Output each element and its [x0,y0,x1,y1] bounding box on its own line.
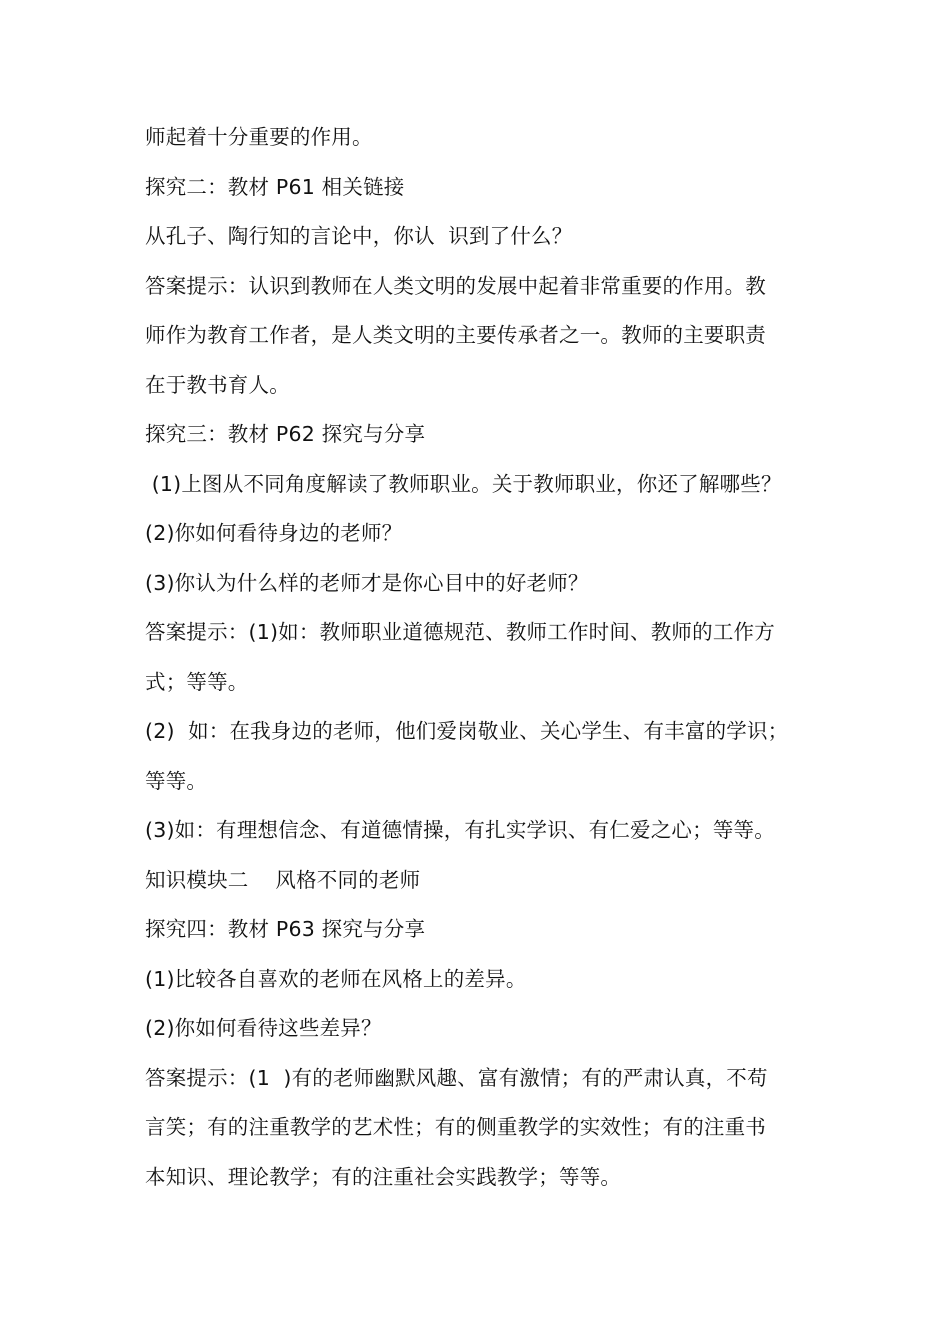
answer-line: 答案提示：认识到教师在人类文明的发展中起着非常重要的作用。教 [145,273,766,298]
question-line: (2)你如何看待身边的老师？ [145,521,403,545]
question-line: (2)你如何看待这些差异？ [145,1016,382,1040]
answer-line: 师作为教育工作者，是人类文明的主要传承者之一。教师的主要职责 [145,323,766,347]
text-line: 师起着十分重要的作用。 [145,125,373,149]
question-line: (1)比较各自喜欢的老师在风格上的差异。 [145,966,527,991]
answer-line: (2) 如：在我身边的老师，他们爱岗敬业、关心学生、有丰富的学识； [145,719,789,743]
question-line: (1)上图从不同角度解读了教师职业。关于教师职业，你还了解哪些？ [145,471,782,496]
answer-line: 式；等等。 [145,669,249,694]
answer-line: (3)如：有理想信念、有道德情操，有扎实学识、有仁爱之心；等等。 [145,818,775,842]
section-heading: 探究二：教材 P61 相关链接 [145,174,405,199]
section-heading: 探究三：教材 P62 探究与分享 [145,422,426,446]
document-body [145,113,825,1202]
question-line: (3)你认为什么样的老师才是你心目中的好老师？ [145,570,589,595]
answer-line: 答案提示：(1)如：教师职业道德规范、教师工作时间、教师的工作方 [145,620,775,644]
answer-line: 在于教书育人。 [145,372,290,397]
answer-line: 等等。 [145,768,208,793]
answer-line: 言笑；有的注重教学的艺术性；有的侧重教学的实效性；有的注重书 [145,1115,766,1139]
answer-line: 本知识、理论教学；有的注重社会实践教学；等等。 [145,1164,622,1189]
module-heading: 知识模块二 风格不同的老师 [145,867,421,892]
answer-line: 答案提示：(1 )有的老师幽默风趣、富有激情；有的严肃认真，不苟 [145,1065,768,1090]
question-line: 从孔子、陶行知的言论中，你认 识到了什么？ [145,224,573,248]
section-heading: 探究四：教材 P63 探究与分享 [145,917,426,941]
